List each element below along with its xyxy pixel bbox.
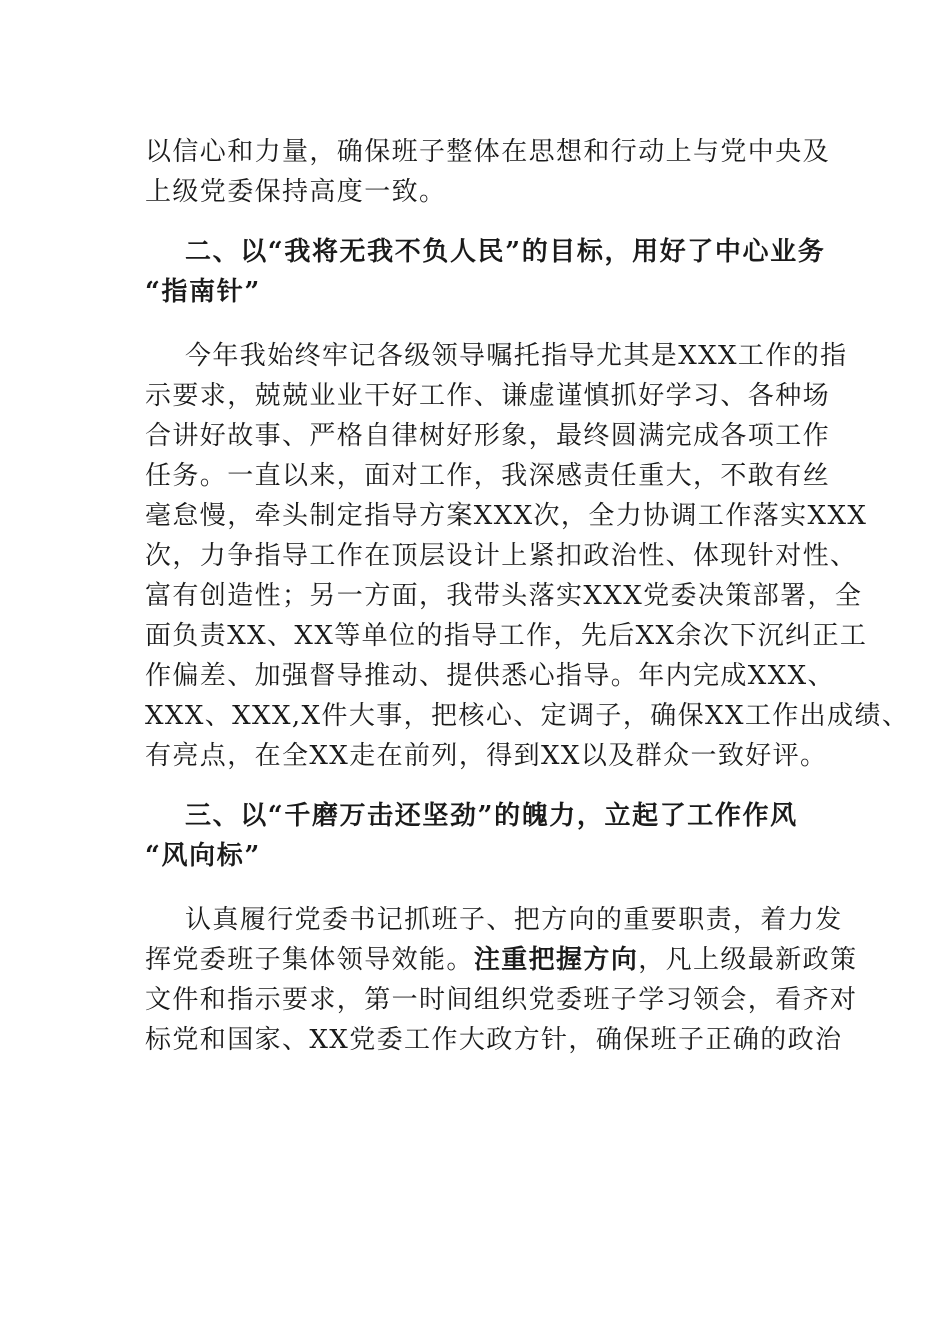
text-line: 富有创造性；另一方面，我带头落实XXX党委决策部署，全 — [145, 581, 863, 611]
document-page — [145, 132, 910, 1060]
text-line: 面负责XX、XX等单位的指导工作，先后XX余次下沉纠正工 — [145, 621, 868, 651]
text-line: 以信心和力量，确保班子整体在思想和行动上与党中央及 — [145, 137, 831, 167]
heading-line: “风向标” — [145, 841, 261, 871]
text-line: 认真履行党委书记抓班子、把方向的重要职责，着力发 — [185, 905, 843, 935]
text-line: 上级党委保持高度一致。 — [145, 177, 447, 207]
text-line: 毫怠慢，牵头制定指导方案XXX次，全力协调工作落实XXX — [145, 501, 868, 531]
text-line-with-emphasis — [145, 940, 858, 980]
section-heading-3 — [145, 796, 810, 876]
text-line: 有亮点，在全XX走在前列，得到XX以及群众一致好评。 — [145, 741, 828, 771]
text-segment: 挥党委班子集体领导效能。 — [145, 945, 474, 975]
emphasis-text: 注重把握方向 — [473, 945, 639, 975]
text-line: 作偏差、加强督导推动、提供悉心指导。年内完成XXX、 — [145, 661, 835, 691]
text-segment: ，凡上级最新政策 — [638, 945, 858, 975]
section-heading-2 — [145, 232, 826, 312]
text-line: 标党和国家、XX党委工作大政方针，确保班子正确的政治 — [145, 1025, 843, 1055]
section-3-paragraph — [145, 900, 858, 1060]
text-line: 示要求，兢兢业业干好工作、谦虚谨慎抓好学习、各种场 — [145, 381, 831, 411]
section-2-paragraph — [145, 336, 910, 776]
text-line: XXX、XXX,X件大事，把核心、定调子，确保XX工作出成绩、 — [145, 701, 910, 731]
text-line: 任务。一直以来，面对工作，我深感责任重大，不敢有丝 — [145, 461, 831, 491]
text-line: 次，力争指导工作在顶层设计上紧扣政治性、体现针对性、 — [145, 541, 858, 571]
heading-line: 二、以“我将无我不负人民”的目标，用好了中心业务 — [185, 237, 826, 267]
text-line: 文件和指示要求，第一时间组织党委班子学习领会，看齐对 — [145, 985, 858, 1015]
paragraph-continuation — [145, 132, 831, 212]
text-line: 今年我始终牢记各级领导嘱托指导尤其是XXX工作的指 — [185, 341, 848, 371]
heading-line: 三、以“千磨万击还坚劲”的魄力，立起了工作作风 — [185, 801, 798, 831]
text-line: 合讲好故事、严格自律树好形象，最终圆满完成各项工作 — [145, 421, 831, 451]
heading-line: “指南针” — [145, 277, 261, 307]
